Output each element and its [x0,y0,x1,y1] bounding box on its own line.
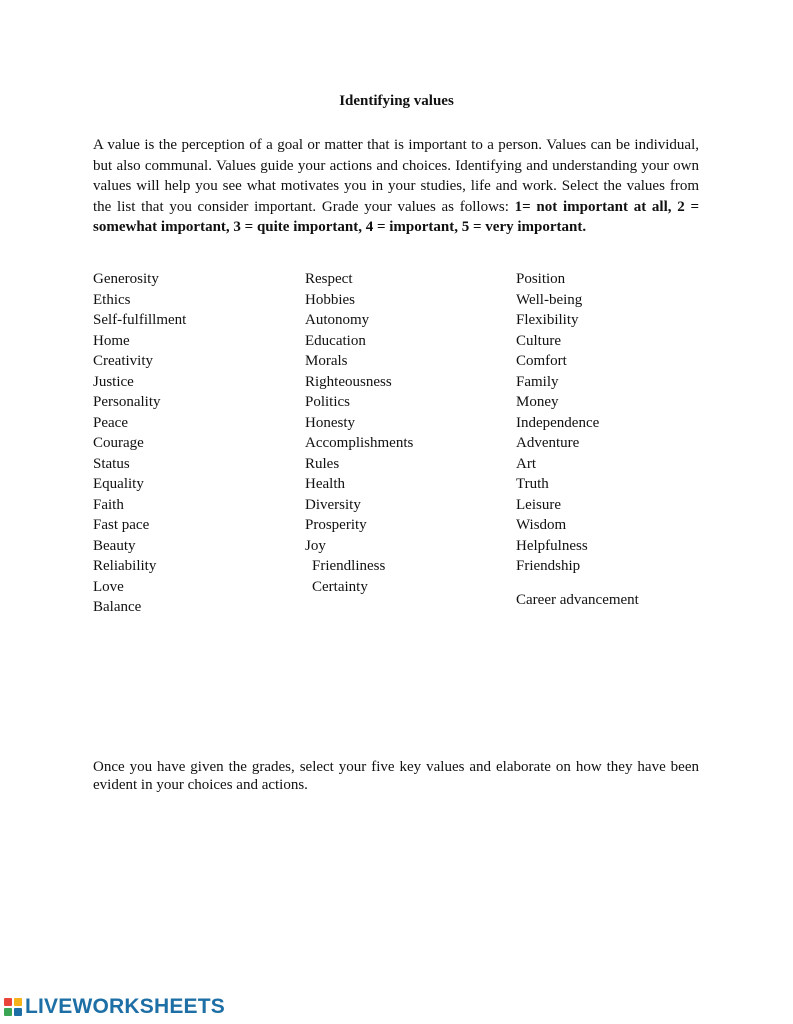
value-item: Diversity [305,496,361,513]
value-item: Hobbies [305,291,355,308]
logo-square [14,998,22,1006]
value-item: Status [93,455,130,472]
value-item: Career advancement [516,591,639,608]
intro-paragraph [93,135,699,238]
grading-scale: 1= not important at all, 2 = somewhat important, 3 = quite important, 4 = important, 5 = very important. [93,198,700,235]
value-item: Joy [305,537,326,554]
value-item: Certainty [312,578,368,595]
value-item: Love [93,578,124,595]
logo-square [4,998,12,1006]
value-item: Creativity [93,353,153,369]
value-item: Position [516,271,566,287]
value-item: Self-fulfillment [93,312,187,328]
value-item: Adventure [516,435,580,451]
value-item: Health [305,476,345,492]
logo-square [4,1008,12,1016]
values-column-3 [516,269,639,610]
value-item: Respect [305,271,353,287]
liveworksheets-logo-icon [4,998,22,1016]
value-item: Peace [93,414,128,431]
value-item: Art [516,455,536,472]
value-item: Independence [516,414,600,431]
value-item: Friendliness [312,558,386,574]
value-item: Reliability [93,558,157,574]
value-item: Morals [305,353,348,369]
value-item: Education [305,332,366,349]
value-item: Accomplishments [305,435,414,451]
value-item: Comfort [516,353,567,369]
value-item: Well-being [516,291,583,308]
logo-text: LIVEWORKSHEETS [25,995,225,1018]
value-item: Flexibility [516,312,579,328]
value-item: Truth [516,476,549,492]
value-item: Prosperity [305,517,367,533]
intro-text: A value is the perception of a goal or matter that is important to a person. Values can be individual, but also communal. Values guide your actions and choices. Identifying and understanding your own values will help you see what motivates you in your studies, life and work. Select the values from the list that you consider important. Grade your values as follows: [93,137,699,215]
value-item: Personality [93,394,161,410]
value-item: Balance [93,599,142,615]
values-column-2 [305,269,413,597]
value-item: Helpfulness [516,537,588,554]
value-item: Honesty [305,414,355,431]
value-item: Culture [516,332,561,349]
value-item: Courage [93,435,144,451]
value-item: Faith [93,496,124,513]
value-item: Money [516,394,559,410]
value-item: Friendship [516,558,581,574]
value-item: Politics [305,394,351,410]
value-item: Justice [93,373,134,390]
value-item: Rules [305,455,340,472]
logo-square [14,1008,22,1016]
instructions-paragraph: Once you have given the grades, select your five key values and elaborate on how they have been evident in your choices and actions. [93,759,699,793]
value-item: Righteousness [305,373,392,390]
value-item: Equality [93,476,144,492]
value-item: Wisdom [516,517,567,533]
page-title: Identifying values [339,93,454,109]
value-item: Fast pace [93,517,150,533]
value-item: Generosity [93,271,159,287]
value-item: Beauty [93,537,136,554]
liveworksheets-logo[interactable] [4,994,225,1020]
value-item: Autonomy [305,312,370,328]
value-item: Home [93,332,130,349]
values-column-1 [93,269,186,618]
value-item: Family [516,373,559,390]
value-item: Leisure [516,496,561,513]
value-item: Ethics [93,291,131,308]
